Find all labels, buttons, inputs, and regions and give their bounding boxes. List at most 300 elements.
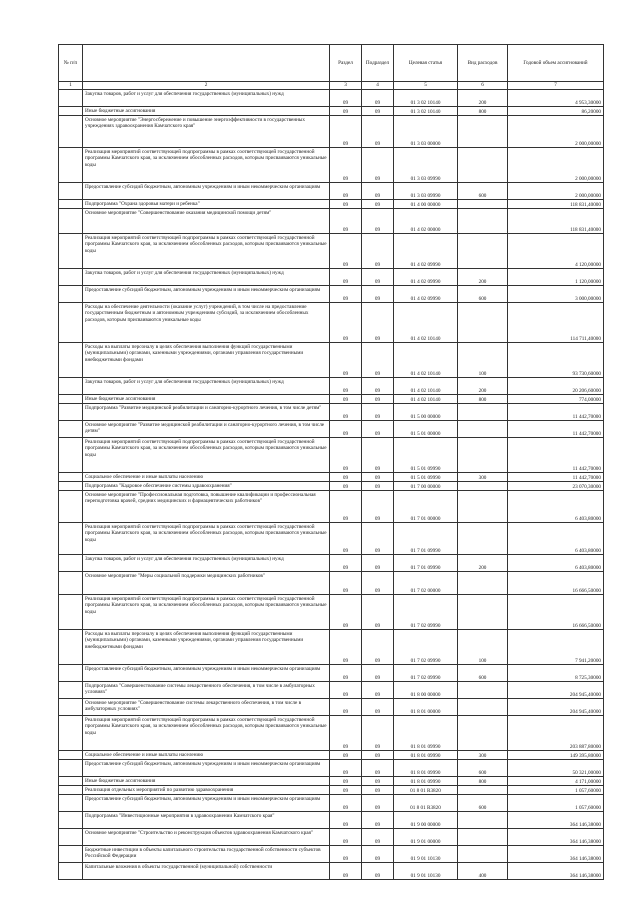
budget-table-sheet — [58, 44, 603, 880]
row-description: Реализация мероприятий соответствующей подпрограммы в рамках соответствующей государственной программы Камчатского края, за исключением обособленных расходов, которым присваиваются уникальные коды — [83, 595, 330, 630]
row-subsection: 09 — [362, 846, 394, 863]
table-row — [59, 630, 604, 665]
table-row — [59, 438, 604, 473]
row-section: 09 — [330, 786, 362, 795]
row-target-article: 01 7 01 09990 — [394, 555, 458, 572]
row-target-article: 01 7 02 09990 — [394, 595, 458, 630]
row-expense-type: 800 — [458, 107, 508, 116]
column-number: 5 — [394, 82, 458, 90]
row-expense-type: 200 — [458, 378, 508, 395]
row-description: Закупка товаров, работ и услуг для обеспечения государственных (муниципальных) нужд — [83, 378, 330, 395]
row-number-cell — [59, 572, 83, 595]
row-subsection: 09 — [362, 183, 394, 200]
row-number-cell — [59, 148, 83, 183]
row-expense-type: 300 — [458, 473, 508, 482]
table-row — [59, 473, 604, 482]
row-amount: 1 120,00000 — [508, 269, 604, 286]
row-expense-type — [458, 572, 508, 595]
row-description: Основное мероприятие "Меры социальной поддержки медицинских работников" — [83, 572, 330, 595]
table-row — [59, 482, 604, 491]
row-expense-type: 600 — [458, 665, 508, 682]
row-amount: 204 945,40000 — [508, 682, 604, 699]
row-expense-type: 100 — [458, 343, 508, 378]
row-description: Закупка товаров, работ и услуг для обеспечения государственных (муниципальных) нужд — [83, 90, 330, 107]
row-subsection: 09 — [362, 795, 394, 812]
row-description: Подпрограмма "Охрана здоровья матери и ребенка" — [83, 200, 330, 209]
row-section: 09 — [330, 148, 362, 183]
row-expense-type: 200 — [458, 269, 508, 286]
row-number-cell — [59, 107, 83, 116]
row-expense-type — [458, 682, 508, 699]
row-expense-type — [458, 595, 508, 630]
row-target-article: 01 8 01 09990 — [394, 760, 458, 777]
row-amount: 16 666,50000 — [508, 595, 604, 630]
row-subsection: 09 — [362, 286, 394, 303]
row-target-article: 01 4 02 00000 — [394, 209, 458, 234]
row-subsection: 09 — [362, 760, 394, 777]
row-expense-type: 200 — [458, 90, 508, 107]
row-section: 09 — [330, 751, 362, 760]
row-amount: 149 395,80000 — [508, 751, 604, 760]
row-number-cell — [59, 482, 83, 491]
row-expense-type: 400 — [458, 863, 508, 880]
row-amount: 8 725,30000 — [508, 665, 604, 682]
table-header — [59, 45, 604, 90]
row-number-cell — [59, 438, 83, 473]
row-expense-type — [458, 491, 508, 523]
row-number-cell — [59, 786, 83, 795]
row-subsection: 09 — [362, 343, 394, 378]
row-expense-type — [458, 404, 508, 421]
row-section: 09 — [330, 421, 362, 438]
row-description: Предоставление субсидий бюджетным, автономным учреждениям и иным некоммерческим организациям — [83, 286, 330, 303]
row-amount: 4 171,00000 — [508, 777, 604, 786]
row-subsection: 09 — [362, 303, 394, 343]
row-target-article: 01 8 01 09990 — [394, 751, 458, 760]
row-target-article: 01 4 00 00000 — [394, 200, 458, 209]
row-expense-type — [458, 699, 508, 716]
row-number-cell — [59, 523, 83, 555]
row-subsection: 09 — [362, 482, 394, 491]
row-description: Предоставление субсидий бюджетным, автономным учреждениям и иным некоммерческим организациям — [83, 183, 330, 200]
row-subsection: 09 — [362, 107, 394, 116]
row-expense-type: 100 — [458, 630, 508, 665]
column-number: 6 — [458, 82, 508, 90]
table-row — [59, 116, 604, 148]
table-row — [59, 716, 604, 751]
row-description: Основное мероприятие "Строительство и реконструкция объектов здравоохранения Камчатского края" — [83, 829, 330, 846]
row-description: Расходы на выплаты персоналу в целях обеспечения выполнения функций государственными (муниципальными) органами, казенными учреждениями, органами управления государственными внебюджетными фондами — [83, 630, 330, 665]
row-subsection: 09 — [362, 829, 394, 846]
row-amount: 6 403,80000 — [508, 555, 604, 572]
row-expense-type — [458, 829, 508, 846]
row-target-article: 01 4 02 09990 — [394, 286, 458, 303]
table-row — [59, 286, 604, 303]
row-subsection: 09 — [362, 863, 394, 880]
row-expense-type — [458, 209, 508, 234]
row-section: 09 — [330, 116, 362, 148]
row-amount: 93 730,60000 — [508, 343, 604, 378]
table-row — [59, 421, 604, 438]
row-description: Подпрограмма "Развитие медицинской реабилитации и санаторно-курортного лечения, в том числе детям" — [83, 404, 330, 421]
row-number-cell — [59, 183, 83, 200]
table-row — [59, 303, 604, 343]
table-row — [59, 760, 604, 777]
row-target-article: 01 5 01 09990 — [394, 438, 458, 473]
row-amount: 364 146,38000 — [508, 846, 604, 863]
row-target-article: 01 3 02 10140 — [394, 107, 458, 116]
row-expense-type: 600 — [458, 760, 508, 777]
row-number-cell — [59, 116, 83, 148]
row-amount: 364 146,38000 — [508, 812, 604, 829]
row-description: Подпрограмма "Инвестиционные мероприятия в здравоохранении Камчатского края" — [83, 812, 330, 829]
row-section: 09 — [330, 286, 362, 303]
table-row — [59, 395, 604, 404]
row-description: Предоставление субсидий бюджетным, автономным учреждениям и иным некоммерческим организациям — [83, 665, 330, 682]
row-amount: 1 057,60000 — [508, 795, 604, 812]
row-target-article: 01 5 01 00000 — [394, 421, 458, 438]
row-expense-type — [458, 523, 508, 555]
row-description: Социальное обеспечение и иные выплаты населению — [83, 751, 330, 760]
row-amount: 1 057,60000 — [508, 786, 604, 795]
row-expense-type — [458, 303, 508, 343]
row-section: 09 — [330, 716, 362, 751]
row-amount: 23 070,30000 — [508, 482, 604, 491]
row-section: 09 — [330, 303, 362, 343]
table-row — [59, 595, 604, 630]
row-expense-type: 800 — [458, 395, 508, 404]
row-target-article: 01 4 02 09990 — [394, 269, 458, 286]
row-target-article: 01 3 03 09990 — [394, 183, 458, 200]
row-number-cell — [59, 795, 83, 812]
row-section: 09 — [330, 572, 362, 595]
table-row — [59, 183, 604, 200]
row-section: 09 — [330, 665, 362, 682]
table-row — [59, 90, 604, 107]
row-description: Подпрограмма "Кадровое обеспечение системы здравоохранения" — [83, 482, 330, 491]
row-number-cell — [59, 699, 83, 716]
row-subsection: 09 — [362, 395, 394, 404]
row-subsection: 09 — [362, 630, 394, 665]
row-section: 09 — [330, 491, 362, 523]
row-target-article: 01 8 01 R3820 — [394, 795, 458, 812]
row-number-cell — [59, 303, 83, 343]
row-expense-type: 300 — [458, 751, 508, 760]
row-number-cell — [59, 234, 83, 269]
row-amount: 4 120,00000 — [508, 234, 604, 269]
column-number: 7 — [508, 82, 604, 90]
row-amount: 6 403,80000 — [508, 523, 604, 555]
row-subsection: 09 — [362, 786, 394, 795]
header-subsection: Подраздел — [362, 45, 394, 82]
row-amount: 11 442,70000 — [508, 473, 604, 482]
row-number-cell — [59, 863, 83, 880]
row-description: Основное мероприятие "Совершенствование оказания медицинской помощи детям" — [83, 209, 330, 234]
row-target-article: 01 4 02 10140 — [394, 343, 458, 378]
row-amount: 3 000,00000 — [508, 286, 604, 303]
table-row — [59, 682, 604, 699]
row-number-cell — [59, 595, 83, 630]
row-amount: 2 000,00000 — [508, 148, 604, 183]
table-row — [59, 209, 604, 234]
row-subsection: 09 — [362, 699, 394, 716]
row-number-cell — [59, 751, 83, 760]
row-section: 09 — [330, 269, 362, 286]
table-row — [59, 699, 604, 716]
row-target-article: 01 4 02 10140 — [394, 303, 458, 343]
table-body — [59, 90, 604, 880]
row-description: Иные бюджетные ассигнования — [83, 777, 330, 786]
row-description: Социальное обеспечение и иные выплаты населению — [83, 473, 330, 482]
row-section: 09 — [330, 90, 362, 107]
row-subsection: 09 — [362, 269, 394, 286]
row-number-cell — [59, 421, 83, 438]
table-row — [59, 269, 604, 286]
row-section: 09 — [330, 523, 362, 555]
table-row — [59, 786, 604, 795]
row-expense-type — [458, 116, 508, 148]
row-section: 09 — [330, 555, 362, 572]
row-amount: 11 442,70000 — [508, 438, 604, 473]
row-target-article: 01 5 01 09990 — [394, 473, 458, 482]
row-target-article: 01 8 01 09990 — [394, 777, 458, 786]
row-subsection: 09 — [362, 116, 394, 148]
row-section: 09 — [330, 183, 362, 200]
row-description: Иные бюджетные ассигнования — [83, 395, 330, 404]
row-number-cell — [59, 812, 83, 829]
row-section: 09 — [330, 846, 362, 863]
row-subsection: 09 — [362, 665, 394, 682]
column-number-row — [59, 82, 604, 90]
row-number-cell — [59, 829, 83, 846]
row-number-cell — [59, 473, 83, 482]
row-subsection: 09 — [362, 572, 394, 595]
row-description: Основное мероприятие "Развитие медицинской реабилитации и санаторно-курортного лечения, в том числе детям" — [83, 421, 330, 438]
row-subsection: 09 — [362, 438, 394, 473]
row-section: 09 — [330, 343, 362, 378]
row-subsection: 09 — [362, 473, 394, 482]
row-description: Иные бюджетные ассигнования — [83, 107, 330, 116]
row-target-article: 01 7 01 09990 — [394, 523, 458, 555]
row-section: 09 — [330, 473, 362, 482]
table-row — [59, 795, 604, 812]
row-amount: 2 000,00000 — [508, 183, 604, 200]
row-description: Реализация мероприятий соответствующей подпрограммы в рамках соответствующей государственной программы Камчатского края, за исключением обособленных расходов, которым присваиваются уникальные коды — [83, 148, 330, 183]
row-section: 09 — [330, 378, 362, 395]
row-subsection: 09 — [362, 234, 394, 269]
header-target-article: Целевая статья — [394, 45, 458, 82]
row-amount: 2 000,00000 — [508, 116, 604, 148]
row-subsection: 09 — [362, 716, 394, 751]
row-amount: 86,20000 — [508, 107, 604, 116]
table-row — [59, 491, 604, 523]
row-target-article: 01 4 02 09990 — [394, 234, 458, 269]
row-expense-type: 600 — [458, 795, 508, 812]
table-row — [59, 404, 604, 421]
row-target-article: 01 3 03 00000 — [394, 116, 458, 148]
row-number-cell — [59, 716, 83, 751]
table-row — [59, 846, 604, 863]
row-section: 09 — [330, 234, 362, 269]
header-number: № п/п — [59, 45, 83, 82]
row-expense-type — [458, 421, 508, 438]
row-target-article: 01 7 01 00000 — [394, 491, 458, 523]
row-subsection: 09 — [362, 682, 394, 699]
row-section: 09 — [330, 404, 362, 421]
row-target-article: 01 4 02 10140 — [394, 378, 458, 395]
row-number-cell — [59, 555, 83, 572]
row-expense-type — [458, 200, 508, 209]
row-subsection: 09 — [362, 209, 394, 234]
row-subsection: 09 — [362, 491, 394, 523]
row-number-cell — [59, 209, 83, 234]
row-amount: 364 146,38000 — [508, 863, 604, 880]
row-amount: 774,00000 — [508, 395, 604, 404]
column-number: 3 — [330, 82, 362, 90]
row-target-article: 01 5 00 00000 — [394, 404, 458, 421]
row-description: Подпрограмма "Совершенствование системы лекарственного обеспечения, в том числе в амбулаторных условиях" — [83, 682, 330, 699]
row-number-cell — [59, 90, 83, 107]
table-row — [59, 234, 604, 269]
row-description: Закупка товаров, работ и услуг для обеспечения государственных (муниципальных) нужд — [83, 555, 330, 572]
row-amount: 364 146,38000 — [508, 829, 604, 846]
row-expense-type — [458, 438, 508, 473]
row-subsection: 09 — [362, 777, 394, 786]
row-expense-type — [458, 846, 508, 863]
row-target-article: 01 7 02 00000 — [394, 572, 458, 595]
table-row — [59, 572, 604, 595]
row-number-cell — [59, 665, 83, 682]
row-target-article: 01 9 01 10130 — [394, 863, 458, 880]
row-description: Реализация мероприятий соответствующей подпрограммы в рамках соответствующей государственной программы Камчатского края, за исключением обособленных расходов, которым присваиваются уникальные коды — [83, 523, 330, 555]
row-number-cell — [59, 760, 83, 777]
row-expense-type: 600 — [458, 286, 508, 303]
row-description: Реализация отдельных мероприятий по развитию здравоохранения — [83, 786, 330, 795]
header-expense-type: Вид расходов — [458, 45, 508, 82]
row-target-article: 01 8 01 R3820 — [394, 786, 458, 795]
table-row — [59, 378, 604, 395]
header-description — [83, 45, 330, 82]
table-row — [59, 665, 604, 682]
row-section: 09 — [330, 795, 362, 812]
row-target-article: 01 7 02 09990 — [394, 665, 458, 682]
row-number-cell — [59, 846, 83, 863]
column-number: 2 — [83, 82, 330, 90]
row-number-cell — [59, 777, 83, 786]
row-expense-type — [458, 148, 508, 183]
row-number-cell — [59, 343, 83, 378]
row-subsection: 09 — [362, 523, 394, 555]
row-subsection: 09 — [362, 90, 394, 107]
row-description: Предоставление субсидий бюджетным, автономным учреждениям и иным некоммерческим организациям — [83, 795, 330, 812]
column-number: 1 — [59, 82, 83, 90]
row-subsection: 09 — [362, 555, 394, 572]
row-amount: 50 321,00000 — [508, 760, 604, 777]
row-target-article: 01 7 02 09990 — [394, 630, 458, 665]
table-row — [59, 200, 604, 209]
row-section: 09 — [330, 829, 362, 846]
row-amount: 11 442,70000 — [508, 404, 604, 421]
row-target-article: 01 8 01 09990 — [394, 716, 458, 751]
row-subsection: 09 — [362, 378, 394, 395]
row-expense-type: 200 — [458, 555, 508, 572]
row-section: 09 — [330, 200, 362, 209]
row-number-cell — [59, 378, 83, 395]
row-target-article: 01 9 01 00000 — [394, 829, 458, 846]
row-subsection: 09 — [362, 421, 394, 438]
row-description: Бюджетные инвестиции в объекты капитального строительства государственной собственности субъектов Российской Федерации — [83, 846, 330, 863]
row-expense-type — [458, 812, 508, 829]
row-section: 09 — [330, 760, 362, 777]
row-section: 09 — [330, 682, 362, 699]
row-target-article: 01 7 00 00000 — [394, 482, 458, 491]
row-number-cell — [59, 491, 83, 523]
row-number-cell — [59, 286, 83, 303]
row-amount: 118 831,40000 — [508, 209, 604, 234]
table-row — [59, 107, 604, 116]
table-row — [59, 812, 604, 829]
row-section: 09 — [330, 438, 362, 473]
table-row — [59, 751, 604, 760]
row-description: Основное мероприятие "Совершенствование системы лекарственного обеспечения, в том числе в амбулаторных условиях" — [83, 699, 330, 716]
table-row — [59, 777, 604, 786]
row-amount: 6 403,80000 — [508, 491, 604, 523]
row-expense-type — [458, 786, 508, 795]
row-number-cell — [59, 682, 83, 699]
row-description: Капитальные вложения в объекты государственной (муниципальной) собственности — [83, 863, 330, 880]
header-section: Раздел — [330, 45, 362, 82]
row-number-cell — [59, 404, 83, 421]
table-row — [59, 863, 604, 880]
row-number-cell — [59, 395, 83, 404]
row-subsection: 09 — [362, 200, 394, 209]
row-section: 09 — [330, 107, 362, 116]
row-target-article: 01 3 03 09990 — [394, 148, 458, 183]
row-target-article: 01 9 01 10130 — [394, 846, 458, 863]
row-description: Основное мероприятие "Энергосбережение и повышение энергоэффективности в государственных учреждениях здравоохранения Камчатского края" — [83, 116, 330, 148]
row-target-article: 01 9 00 00000 — [394, 812, 458, 829]
row-section: 09 — [330, 482, 362, 491]
row-amount: 114 711,40000 — [508, 303, 604, 343]
row-amount: 7 941,20000 — [508, 630, 604, 665]
row-description: Реализация мероприятий соответствующей подпрограммы в рамках соответствующей государственной программы Камчатского края, за исключением обособленных расходов, которым присваиваются уникальные коды — [83, 234, 330, 269]
row-amount: 16 666,50000 — [508, 572, 604, 595]
budget-table — [58, 44, 604, 880]
table-row — [59, 343, 604, 378]
row-number-cell — [59, 630, 83, 665]
row-target-article: 01 8 01 00000 — [394, 699, 458, 716]
row-description: Реализация мероприятий соответствующей подпрограммы в рамках соответствующей государственной программы Камчатского края, за исключением обособленных расходов, которым присваиваются уникальные коды — [83, 716, 330, 751]
row-subsection: 09 — [362, 148, 394, 183]
column-number: 4 — [362, 82, 394, 90]
row-section: 09 — [330, 630, 362, 665]
row-subsection: 09 — [362, 404, 394, 421]
table-row — [59, 523, 604, 555]
row-target-article: 01 8 00 00000 — [394, 682, 458, 699]
row-description: Реализация мероприятий соответствующей подпрограммы в рамках соответствующей государственной программы Камчатского края, за исключением обособленных расходов, которым присваиваются уникальные коды — [83, 438, 330, 473]
row-section: 09 — [330, 395, 362, 404]
row-expense-type — [458, 234, 508, 269]
row-section: 09 — [330, 863, 362, 880]
row-section: 09 — [330, 595, 362, 630]
header-annual-amount: Годовой объем ассигнований — [508, 45, 604, 82]
row-subsection: 09 — [362, 812, 394, 829]
row-amount: 20 206,60000 — [508, 378, 604, 395]
row-expense-type: 800 — [458, 777, 508, 786]
row-amount: 4 953,30000 — [508, 90, 604, 107]
row-description: Расходы на обеспечение деятельности (оказание услуг) учреждений, в том числе на предоставление государственным бюджетным и автономным учреждениям субсидий, за исключением обособленных расходов, которым присваиваются уникальные коды — [83, 303, 330, 343]
row-number-cell — [59, 200, 83, 209]
